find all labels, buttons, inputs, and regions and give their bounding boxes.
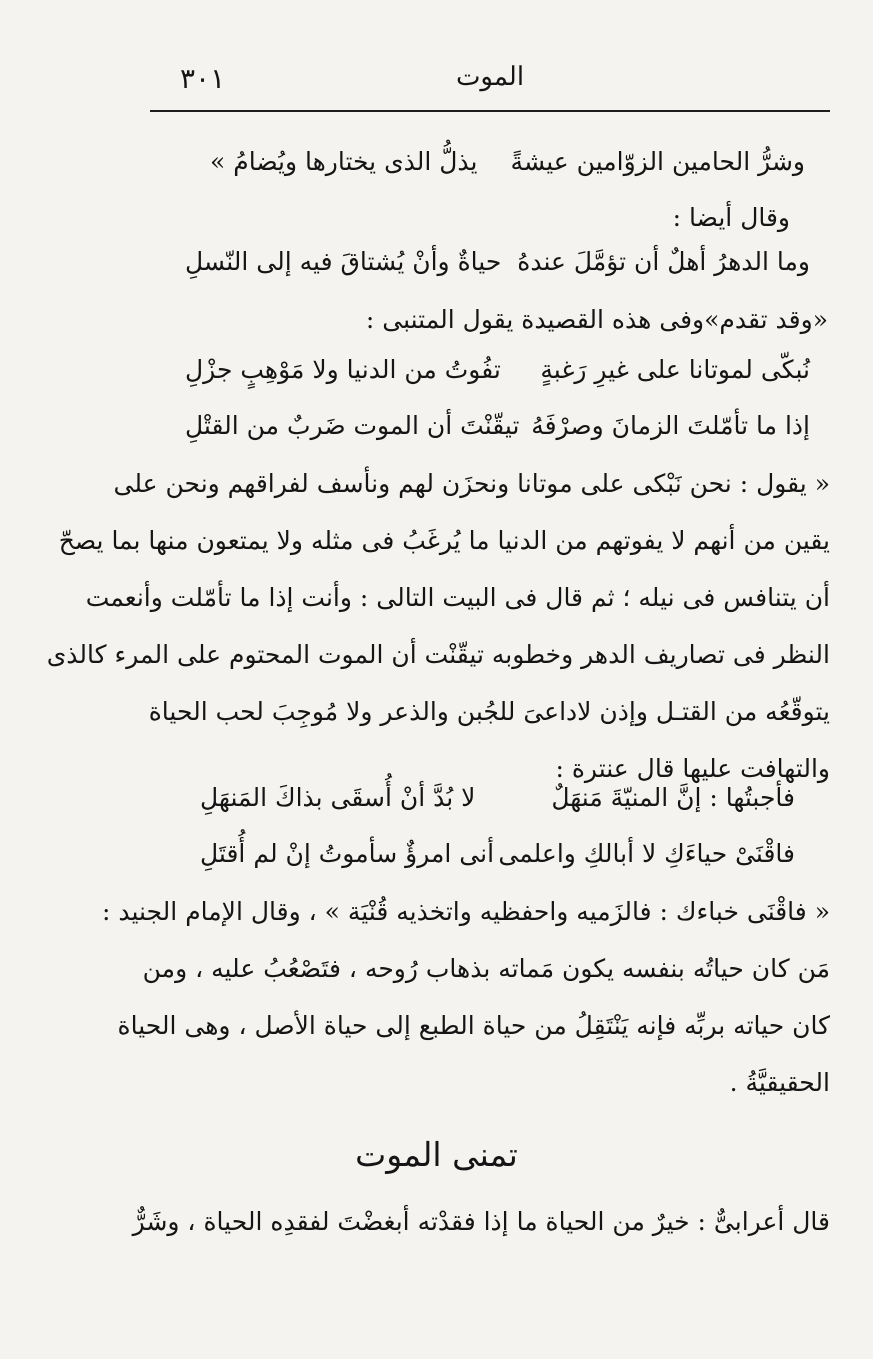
text-line: « فاقْنَى خباءك : فالزَميه واحفظيه واتخذيه قُنْيَة » ، وقال الإمام الجنيد :	[101, 897, 830, 926]
verse-hemistich-first: وشرُّ الحامين الزوّامين عيشةً	[510, 147, 805, 176]
verse-hemistich-first: فأجبتُها : إنَّ المنيّةَ مَنهَلٌ	[551, 783, 795, 812]
verse-hemistich-second: يذلُّ الذى يختارها ويُضامُ »	[210, 147, 478, 176]
verse-hemistich-first: إذا ما تأمّلتَ الزمانَ وصرْفَهُ	[531, 411, 810, 440]
text-line: مَن كان حياتُه بنفسه يكون مَماته بذهاب رُوحه ، فتَصْعُبُ عليه ، ومن	[142, 954, 830, 983]
text-line: أن يتنافس فى نيله ؛ ثم قال فى البيت التالى : وأنت إذا ما تأمّلت وأنعمت	[85, 583, 830, 612]
commentary-paragraph	[101, 883, 830, 1111]
page-number: ٣٠١	[180, 62, 226, 95]
verse-hemistich-second: لا بُدَّ أنْ أُسقَى بذاكَ المَنهَلِ	[200, 783, 476, 812]
text-line: يتوقّعُه من القتـل وإذن لاداعىَ للجُبن والذعر ولا مُوجِبَ لحب الحياة	[148, 697, 830, 726]
verse-hemistich-first: فاقْنَىْ حياءَكِ لا أبالكِ واعلمى	[498, 839, 795, 868]
commentary-paragraph	[46, 455, 830, 797]
text-line: قال أعرابىٌّ : خيرٌ من الحياة ما إذا فقدْته أبغضْتَ لفقدِه الحياة ، وشَرٌّ	[132, 1207, 830, 1236]
text-line: الحقيقيَّةُ .	[729, 1068, 830, 1097]
verse-hemistich-second: أنى امرؤٌ سأموتُ إنْ لم أُقتَلِ	[200, 839, 495, 868]
verse-hemistich-second: تفُوتُ من الدنيا ولا مَوْهِبٍ جزْلِ	[185, 355, 501, 384]
verse-line	[185, 350, 810, 390]
section-title: تمنى الموت	[355, 1135, 518, 1174]
text-line: كان حياته بربِّه فإنه يَنْتَقِلُ من حياة الطبع إلى حياة الأصل ، وهى الحياة	[117, 1011, 830, 1040]
verse-intro: وقال أيضا :	[672, 203, 790, 232]
running-head	[150, 60, 830, 100]
text-line: النظر فى تصاريف الدهر وخطوبه تيقّنْت أن الموت المحتوم على المرء كالذى	[46, 640, 830, 669]
text-line: يقين من أنهم لا يفوتهم من الدنيا ما يُرغَبُ فى مثله ولا يمتعون منها بما يصحّ	[58, 526, 830, 555]
verse-line	[200, 778, 795, 818]
text-line: والتهافت عليها قال عنترة :	[555, 754, 830, 783]
verse-line	[185, 406, 810, 446]
verse-hemistich-first: نُبكّى لموتانا على غيرِ رَغبةٍ	[540, 355, 810, 384]
verse-hemistich-first: وما الدهرُ أهلٌ أن تؤمَّلَ عندهُ	[517, 247, 810, 276]
verse-intro: «وقد تقدم»وفى هذه القصيدة يقول المتنبى :	[365, 305, 828, 334]
verse-hemistich-second: حياةٌ وأنْ يُشتاقَ فيه إلى النّسلِ	[185, 247, 502, 276]
header-rule	[150, 110, 830, 112]
running-title: الموت	[455, 62, 525, 92]
verse-hemistich-second: تيقّنْتَ أن الموت ضَربٌ من القتْلِ	[185, 411, 520, 440]
text-line: « يقول : نحن نَبْكى على موتانا ونحزَن لهم ونأسف لفراقهم ونحن على	[113, 469, 830, 498]
verse-line	[210, 142, 805, 182]
verse-line	[185, 242, 810, 282]
verse-line	[200, 834, 795, 874]
